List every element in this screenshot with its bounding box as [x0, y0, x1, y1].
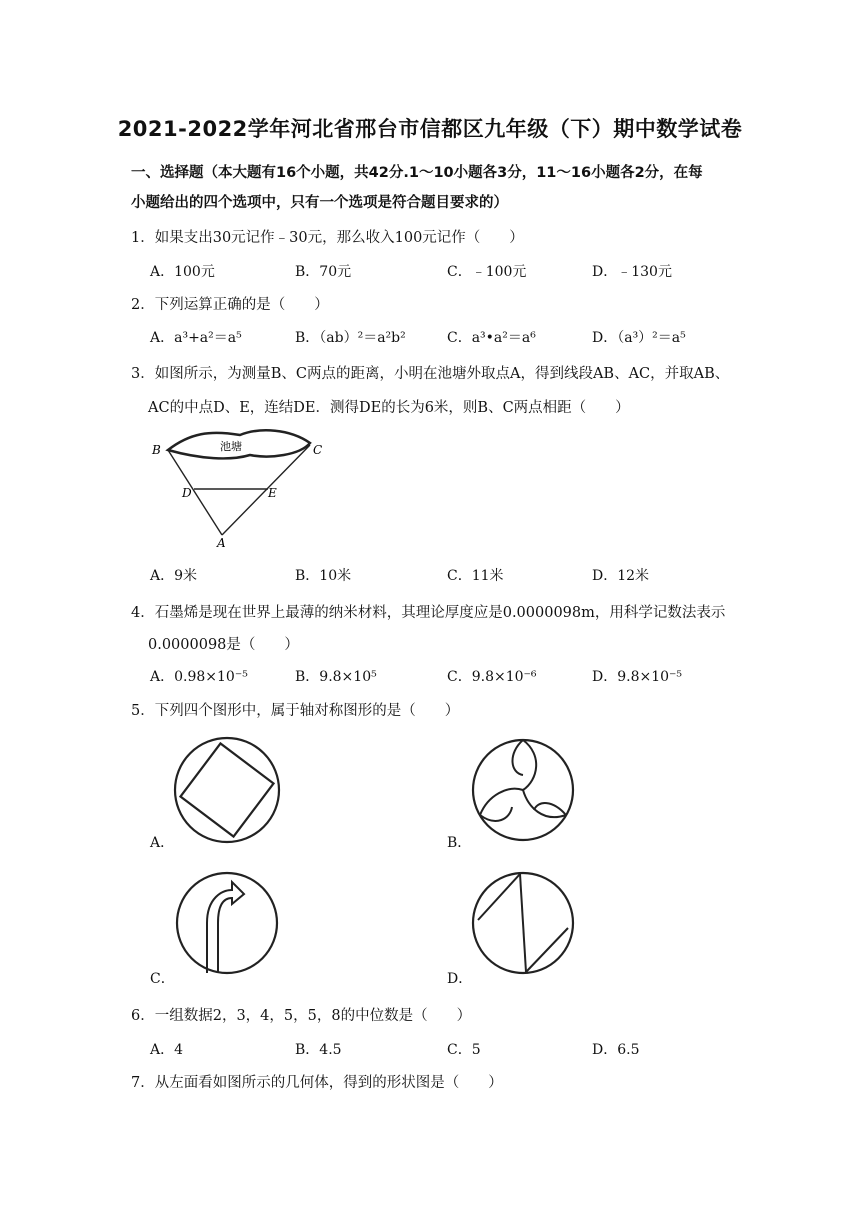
point-a-label: A	[217, 536, 226, 550]
q6-option-d: D．6.5	[592, 1042, 640, 1058]
q4-option-a: A．0.98×10⁻⁵	[150, 669, 248, 685]
q1-option-d: D．﹣130元	[592, 264, 672, 280]
q3-option-d: D．12米	[592, 568, 650, 584]
section-heading-line2: 小题给出的四个选项中，只有一个选项是符合题目要求的）	[131, 195, 508, 211]
q2-option-d: D．（a³）²＝a⁵	[592, 330, 686, 346]
q3-option-c: C．11米	[447, 568, 504, 584]
q2-option-c: C．a³•a²＝a⁶	[447, 330, 536, 346]
q6-stem: 6．一组数据2，3，4，5，5，8的中位数是（ ）	[131, 1008, 472, 1024]
q5-label-d: D．	[447, 971, 473, 987]
q5-figure-a	[172, 735, 282, 845]
q5-label-a: A．	[150, 835, 175, 851]
q2-option-b: B．（ab）²＝a²b²	[295, 330, 406, 346]
q5-figure-b	[468, 735, 578, 845]
point-d-label: D	[182, 486, 192, 500]
q6-option-a: A．4	[150, 1042, 184, 1058]
q3-stem-line2: AC的中点D、E，连结DE．测得DE的长为6米，则B、C两点相距（ ）	[148, 400, 630, 416]
pond-label: 池塘	[220, 440, 242, 453]
q3-stem-line1: 3．如图所示，为测量B、C两点的距离，小明在池塘外取点A，得到线段AB、AC，并取AB、	[131, 366, 730, 382]
section-heading-line1: 一、选择题（本大题有16个小题，共42分.1～10小题各3分，11～16小题各2分，在每	[131, 165, 703, 181]
q2-stem: 2．下列运算正确的是（ ）	[131, 297, 329, 313]
q4-stem-line2: 0.0000098是（ ）	[148, 637, 299, 653]
point-c-label: C	[313, 443, 323, 457]
q1-option-b: B．70元	[295, 264, 352, 280]
q5-label-b: B．	[447, 835, 472, 851]
q6-option-b: B．4.5	[295, 1042, 342, 1058]
point-e-label: E	[268, 486, 277, 500]
page-title: 2021-2022学年河北省邢台市信都区九年级（下）期中数学试卷	[117, 117, 743, 141]
q5-figure-c	[172, 868, 282, 978]
q6-option-c: C．5	[447, 1042, 481, 1058]
q3-option-a: A．9米	[150, 568, 198, 584]
q7-stem: 7．从左面看如图所示的几何体，得到的形状图是（ ）	[131, 1075, 503, 1091]
point-b-label: B	[152, 443, 161, 457]
q3-pond-figure	[150, 425, 330, 550]
q1-stem: 1．如果支出30元记作﹣30元，那么收入100元记作（ ）	[131, 230, 524, 246]
q5-figure-d	[468, 868, 578, 978]
q3-option-b: B．10米	[295, 568, 352, 584]
q5-stem: 5．下列四个图形中，属于轴对称图形的是（ ）	[131, 703, 460, 719]
q4-option-d: D．9.8×10⁻⁵	[592, 669, 683, 685]
q2-option-a: A．a³+a²＝a⁵	[150, 330, 242, 346]
q1-option-a: A．100元	[150, 264, 215, 280]
q4-option-b: B．9.8×10⁵	[295, 669, 377, 685]
q4-stem-line1: 4．石墨烯是现在世界上最薄的纳米材料，其理论厚度应是0.0000098m，用科学记数法表示	[131, 605, 726, 621]
q1-option-c: C．﹣100元	[447, 264, 527, 280]
q4-option-c: C．9.8×10⁻⁶	[447, 669, 537, 685]
q5-label-c: C．	[150, 971, 175, 987]
